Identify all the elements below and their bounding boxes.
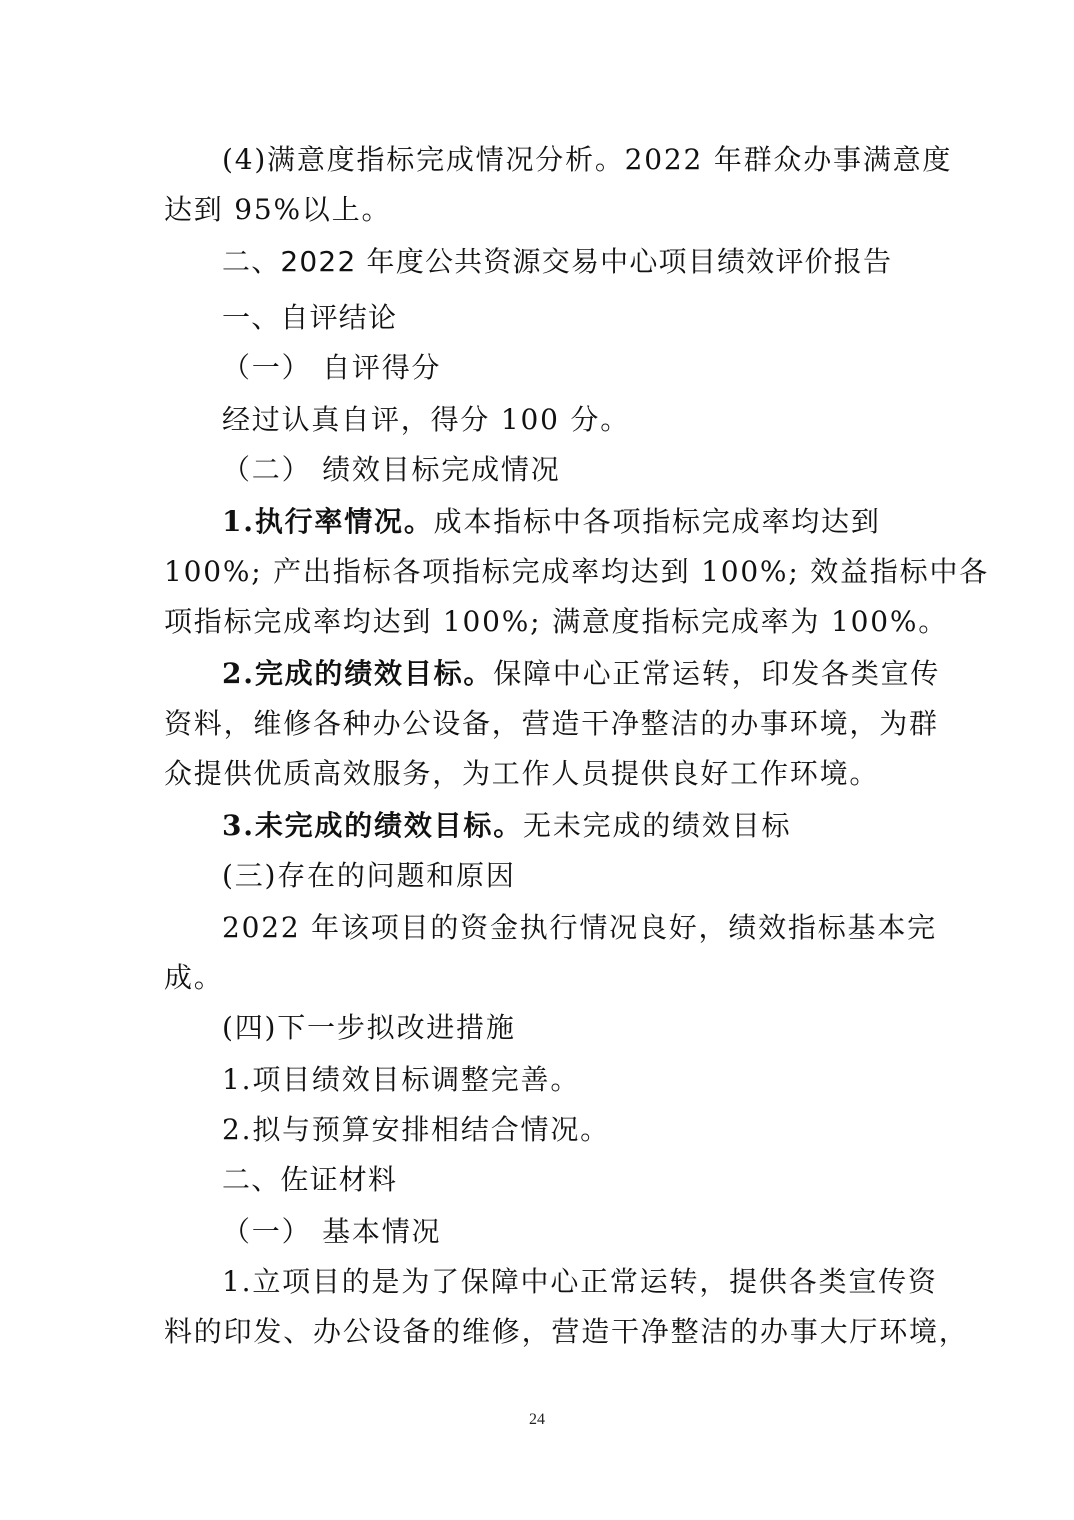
- paragraph-line: 项指标完成率均达到 100%; 满意度指标完成率为 100%。: [164, 605, 949, 638]
- paragraph-line: 2022 年该项目的资金执行情况良好，绩效指标基本完: [222, 911, 937, 944]
- section-heading: 二、2022 年度公共资源交易中心项目绩效评价报告: [222, 245, 893, 278]
- subsection-heading: （一） 自评得分: [222, 351, 442, 384]
- section-heading: 二、佐证材料: [222, 1163, 398, 1196]
- paragraph-line: 1.项目绩效目标调整完善。: [222, 1063, 581, 1096]
- subsection-heading: (四)下一步拟改进措施: [222, 1011, 516, 1044]
- subsection-heading: （二） 绩效目标完成情况: [222, 453, 561, 486]
- paragraph-line: 达到 95%以上。: [164, 193, 392, 226]
- item-label: 3.未完成的绩效目标。: [222, 809, 524, 842]
- paragraph-line: (4)满意度指标完成情况分析。2022 年群众办事满意度: [222, 143, 953, 176]
- paragraph-line: 资料，维修各种办公设备，营造干净整洁的办事环境，为群: [164, 707, 939, 740]
- paragraph-line: 成。: [164, 961, 224, 994]
- paragraph-line: 料的印发、办公设备的维修，营造干净整洁的办事大厅环境，: [164, 1315, 969, 1348]
- item-text: 成本指标中各项指标完成率均达到: [433, 505, 881, 538]
- page-number: 24: [529, 1411, 545, 1428]
- paragraph-line: 2.拟与预算安排相结合情况。: [222, 1113, 610, 1146]
- subsection-heading: (三)存在的问题和原因: [222, 859, 516, 892]
- paragraph-line: 100%; 产出指标各项指标完成率均达到 100%; 效益指标中各: [164, 555, 990, 588]
- section-heading: 一、自评结论: [222, 301, 398, 334]
- item-label: 1.执行率情况。: [222, 505, 434, 538]
- item-text: 保障中心正常运转，印发各类宣传: [493, 657, 941, 690]
- item-label: 2.完成的绩效目标。: [222, 657, 494, 690]
- paragraph-line: [222, 806, 791, 846]
- subsection-heading: （一） 基本情况: [222, 1215, 442, 1248]
- paragraph-line: 经过认真自评，得分 100 分。: [222, 403, 631, 436]
- paragraph-line: 1.立项目的是为了保障中心正常运转，提供各类宣传资: [222, 1265, 938, 1298]
- paragraph-line: 众提供优质高效服务，为工作人员提供良好工作环境。: [164, 757, 880, 790]
- paragraph-line: [222, 502, 881, 542]
- paragraph-line: [222, 654, 940, 694]
- item-text: 无未完成的绩效目标: [523, 809, 792, 842]
